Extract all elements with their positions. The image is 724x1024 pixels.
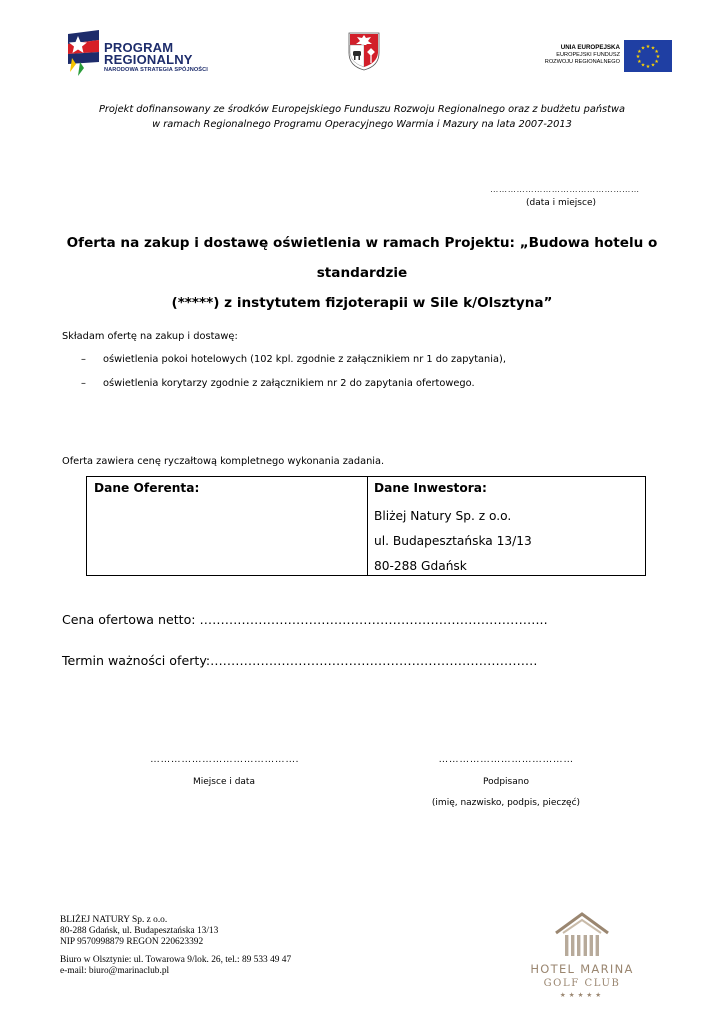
list-item: oświetlenia pokoi hotelowych (102 kpl. zgodnie z załącznikiem nr 1 do zapytania), (103, 354, 506, 365)
svg-text:★: ★ (637, 59, 642, 65)
eu-logo-text (545, 44, 620, 66)
list-bullet: – (81, 378, 86, 389)
place-date-signature-line[interactable]: ……………………………………. (150, 754, 299, 765)
star-flag-icon (66, 28, 102, 78)
signature-note: (imię, nazwisko, podpis, pieczęć) (431, 798, 581, 808)
funding-note-line1: Projekt dofinansowany ze środków Europejskiego Funduszu Rozwoju Regionalnego oraz z budżetu państwa (99, 104, 625, 115)
title-line1: Oferta na zakup i dostawę oświetlenia w ramach Projektu: „Budowa hotelu o standardzie (66, 235, 658, 281)
svg-text:★: ★ (655, 54, 661, 60)
parties-table (86, 476, 646, 576)
program-regionalny-logo (66, 28, 216, 80)
eu-flag-icon (624, 40, 672, 72)
coat-of-arms (347, 31, 381, 71)
svg-text:★: ★ (645, 64, 651, 70)
hotel-stars: ★★★★★ (559, 992, 605, 999)
footer-tax-ids: NIP 9570998879 REGON 220623392 (60, 937, 204, 947)
list-bullet: – (81, 354, 86, 365)
net-price-field[interactable]: Cena ofertowa netto: ……………………………………………………………………….. (62, 612, 548, 627)
svg-text:★: ★ (640, 45, 646, 52)
svg-text:★: ★ (654, 59, 659, 65)
eu-logo-line2: EUROPEJSKI FUNDUSZ (556, 52, 620, 58)
hotel-marina-logo (512, 911, 652, 1003)
svg-text:★: ★ (650, 62, 656, 69)
funding-note-line2: w ramach Regionalnego Programu Operacyjnego Warmia i Mazury na lata 2007-2013 (152, 119, 572, 130)
eagle-bison-coat-of-arms-icon (347, 31, 381, 71)
svg-text:★: ★ (637, 49, 642, 55)
svg-text:★: ★ (645, 44, 651, 50)
hotel-name: HOTEL MARINA (530, 962, 634, 976)
footer-office: Biuro w Olsztynie: ul. Towarowa 9/lok. 26, tel.: 89 533 49 47 (60, 955, 292, 965)
eu-logo-line3: ROZWOJU REGIONALNEGO (544, 59, 620, 65)
program-logo-line2: REGIONALNY (104, 52, 193, 67)
eu-logo-line1: UNIA EUROPEJSKA (560, 44, 620, 51)
place-date-label: Miejsce i data (193, 777, 255, 787)
svg-text:★: ★ (640, 62, 646, 69)
svg-text:★: ★ (654, 49, 659, 55)
list-item: oświetlenia korytarzy zgodnie z załącznikiem nr 2 do zapytania ofertowego. (103, 378, 475, 389)
investor-name: Bliżej Natury Sp. z o.o. (374, 509, 512, 523)
funding-note (40, 102, 684, 132)
eu-fund-logo (536, 40, 672, 72)
hotel-subtitle: GOLF CLUB (543, 978, 621, 989)
offeror-header: Dane Oferenta: (94, 481, 200, 495)
footer-email: e-mail: biuro@marinaclub.pl (60, 966, 170, 976)
svg-text:★: ★ (635, 54, 641, 60)
offer-validity-field[interactable]: Termin ważności oferty:…………………………………………………………………… (62, 653, 538, 668)
investor-header: Dane Inwestora: (374, 481, 487, 495)
date-place-field[interactable]: …………………………………………… (490, 184, 640, 194)
signed-label: Podpisano (483, 777, 529, 787)
title-line2: (*****) z instytutem fizjoterapii w Sile k/Olsztyna” (171, 295, 553, 311)
investor-city: 80-288 Gdańsk (374, 559, 467, 573)
program-logo-line3: NARODOWA STRATEGIA SPÓJNOŚCI (104, 67, 208, 73)
footer-company: BLIŻEJ NATURY Sp. z o.o. (60, 915, 168, 925)
document-title (40, 228, 684, 318)
svg-text:★: ★ (650, 45, 656, 52)
price-note: Oferta zawiera cenę ryczałtową kompletnego wykonania zadania. (62, 456, 385, 467)
signature-line[interactable]: ………………………………… (438, 754, 574, 765)
building-roof-icon (553, 911, 611, 957)
date-place-label: (data i miejsce) (526, 198, 596, 208)
table-divider (367, 477, 368, 575)
program-logo-line1: PROGRAM (104, 40, 174, 55)
offer-intro: Składam ofertę na zakup i dostawę: (62, 331, 238, 342)
footer-address: 80-288 Gdańsk, ul. Budapesztańska 13/13 (60, 926, 219, 936)
investor-street: ul. Budapesztańska 13/13 (374, 534, 532, 548)
